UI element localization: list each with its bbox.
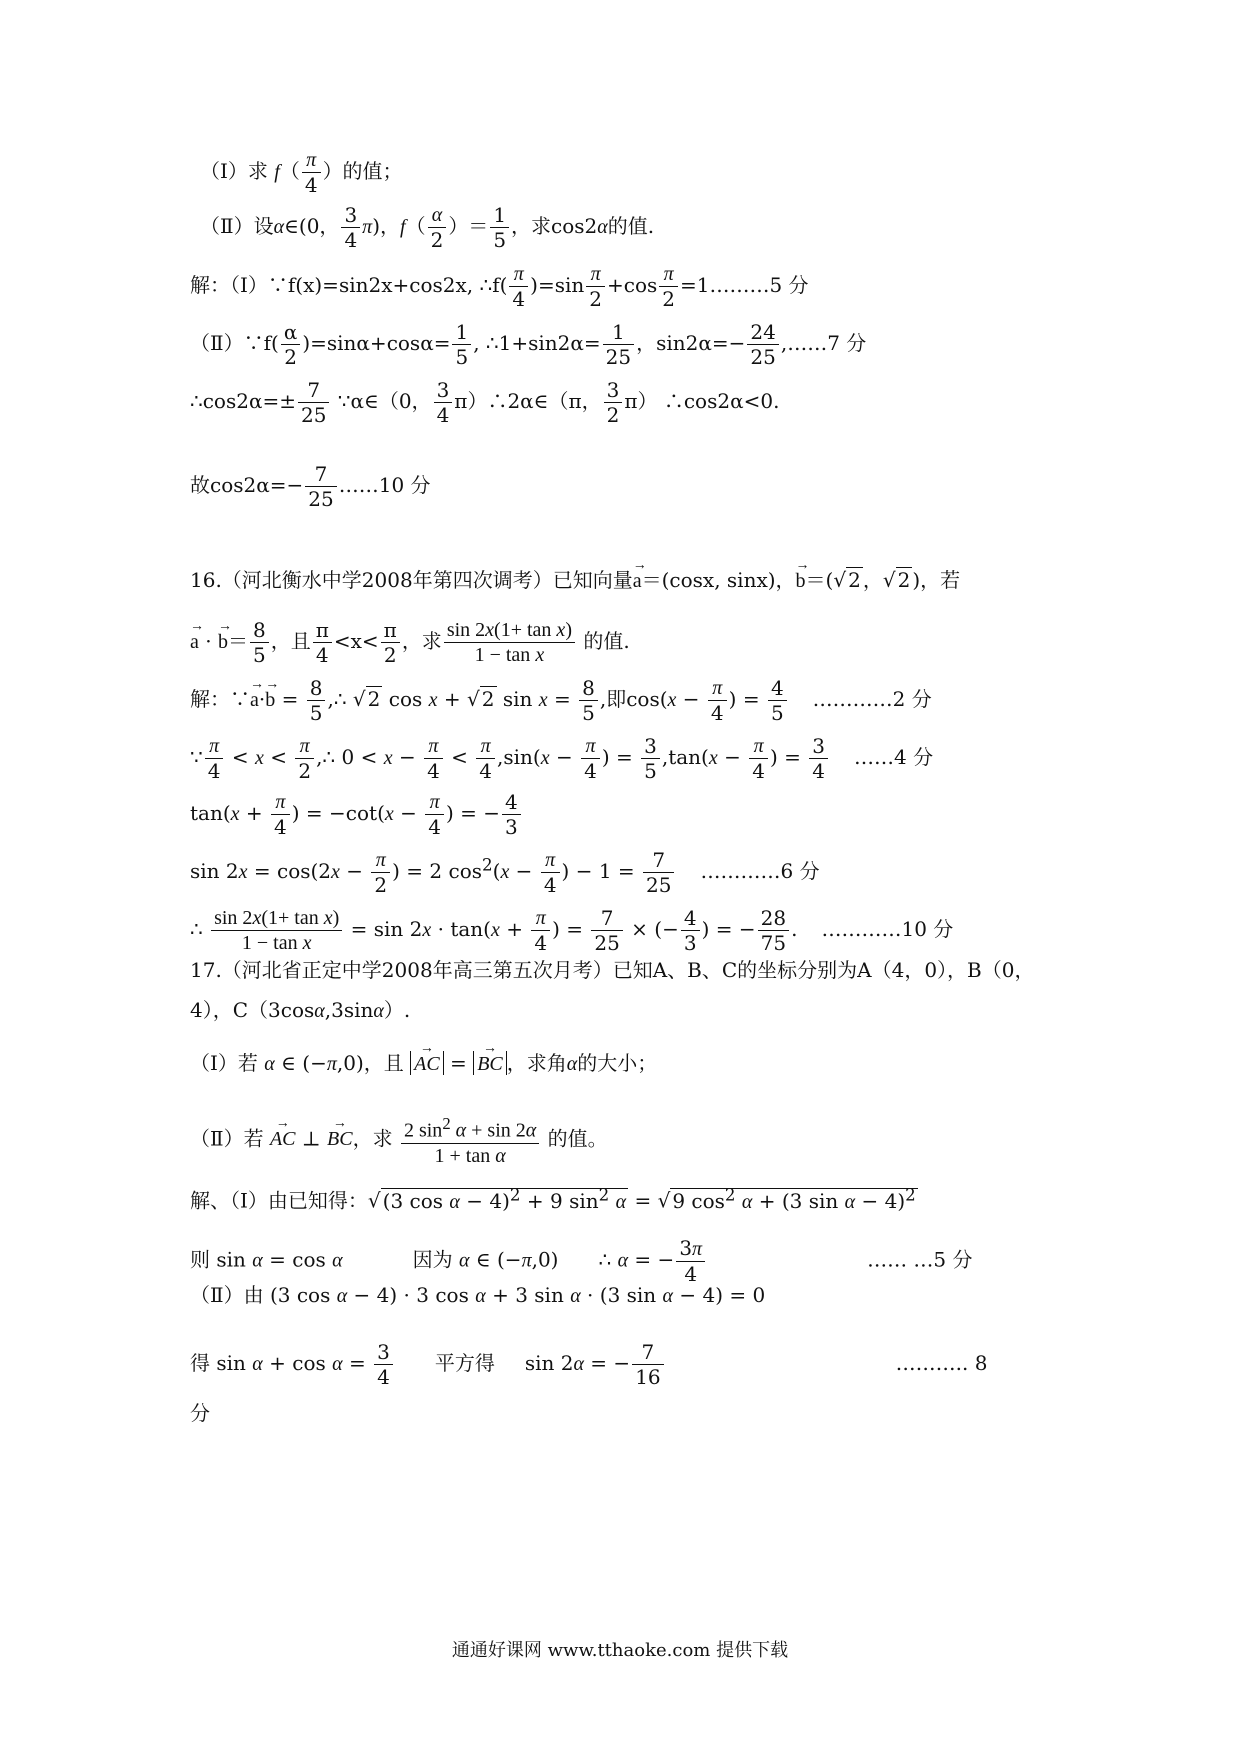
q17-sol-step4: 得 sin α + cos α = $\frac{3}{4}$ 平方得 sin 2α = − $\frac{7}{16}$ ……….. 8 — [190, 1340, 988, 1389]
q16-sol-step3: tan(x + $\frac{\pi}{4}$ ) = −cot(x − $\frac{\pi}{4}$ ) = − $\frac{4}{3}$ — [190, 790, 523, 839]
part-ii-question: （Ⅱ）设α∈(0， $\frac{3}{4}$ π)，f（ $\frac{\alpha}{2}$ ）＝ $\frac{1}{5}$ ，求cos2α的值. — [200, 203, 655, 252]
q16-sol-step2: ∵ $\frac{\pi}{4}$ < x < $\frac{\pi}{2}$ ,∴ 0 < x − $\frac{\pi}{4}$ < $\frac{\pi}{4}$ ,sin(x − $\frac{\pi}{4}$ ) = $\frac{3}{5}$ ,tan(x − $\frac{\pi}{4}$ ) = $\frac{3}{4}$ ……4 分 — [190, 734, 934, 783]
sol15-step4: 故cos2α=− $\frac{7}{25}$ ……10 分 — [190, 462, 431, 511]
sol15-step2: （Ⅱ）∵f( $\frac{\alpha}{2}$ )=sinα+cosα= $\frac{1}{5}$ , ∴1+sin2α= $\frac{1}{25}$ ，sin2α=− $\frac{24}{25}$ ,……7 分 — [190, 320, 867, 369]
footer-credit: 通通好课网 www.tthaoke.com 提供下载 — [451, 1640, 789, 1661]
q17-part-i: （Ⅰ）若 α ∈ (−π,0)，且 → AC = → BC ，求角α的大小； — [190, 1048, 657, 1079]
q17-sol-step2: 则 sin α = cos α 因为 α ∈ (−π,0) ∴ α = − $\frac{3\pi}{4}$ …… …5 分 — [190, 1236, 973, 1286]
part-i-question: （Ⅰ）求 f（ $\frac{\pi}{4}$ ）的值； — [200, 149, 403, 197]
q16-sol-step1: 解：∵→ a·→ b = $\frac{8}{5}$ ,∴ √ 2 cos x + √ 2 sin x = $\frac{8}{5}$ ,即cos(x − $\frac{\pi}{4}$ ) = $\frac{4}{5}$ …………2 分 — [190, 676, 932, 725]
q17-statement-line2: 4），C（3cosα,3sinα）. — [190, 998, 411, 1022]
q16-statement-line2: → a · → b＝ $\frac{8}{5}$ ，且 $\frac{\pi}{4}$ <x< $\frac{\pi}{2}$ ，求 $\frac{\text{sin 2x(1+ tan x)}}{\text{1 − tan x}}$ 的值. — [190, 618, 630, 667]
q17-statement-line1: 17.（河北省正定中学2008年高三第五次月考）已知A、B、C的坐标分别为A（4，0），B（0， — [190, 958, 1035, 982]
q16-statement-line1: 16.（河北衡水中学2008年第四次调考）已知向量→ a＝(cosx, sinx)，→ b＝(√ 2 ，√ 2 )，若 — [190, 565, 960, 596]
q17-sol-step3: （Ⅱ）由 (3 cos α − 4) · 3 cos α + 3 sin α · (3 sin α − 4) = 0 — [190, 1283, 766, 1307]
sol15-step1: 解：（Ⅰ）∵f(x)=sin2x+cos2x, ∴f( $\frac{\pi}{4}$ )=sin $\frac{\pi}{2}$ +cos $\frac{\pi}{2}$ =1………5 分 — [190, 263, 809, 311]
q17-sol-step1: 解、（Ⅰ）由已知得：√ (3 cos α − 4)$^2$ + 9 $\sin^2 \alpha$ = √ 9 $\cos^2 \alpha + (3$ sin α − 4)$^2$ — [190, 1185, 916, 1213]
sol15-step3: ∴cos2α=± $\frac{7}{25}$ ∵α∈（0， $\frac{3}{4}$ π）∴2α∈（π， $\frac{3}{2}$ π） ∴cos2α<0. — [190, 378, 780, 427]
q17-sol-step4-tail: 分 — [190, 1401, 210, 1425]
q16-sol-step4: sin 2x = cos(2x − $\frac{\pi}{2}$ ) = 2 $\cos^2(x$ − $\frac{\pi}{4}$ ) − 1 = $\frac{7}{25}$ …………6 分 — [190, 848, 820, 897]
q16-sol-step5: ∴ $\frac{\text{sin 2x(1+ tan x)}}{\text{1 − tan x}}$ = sin 2x · tan(x + $\frac{\pi}{4}$ ) = $\frac{7}{25}$ × (− $\frac{4}{3}$ ) = − $\frac{28}{75}$ . …………10 分 — [190, 906, 954, 955]
q17-part-ii: （Ⅱ）若 → AC ⊥ → BC，求 $\frac{2 \sin^2 \alpha + \sin 2\alpha}{\text{1 + tan α}}$ 的值。 — [190, 1112, 608, 1168]
